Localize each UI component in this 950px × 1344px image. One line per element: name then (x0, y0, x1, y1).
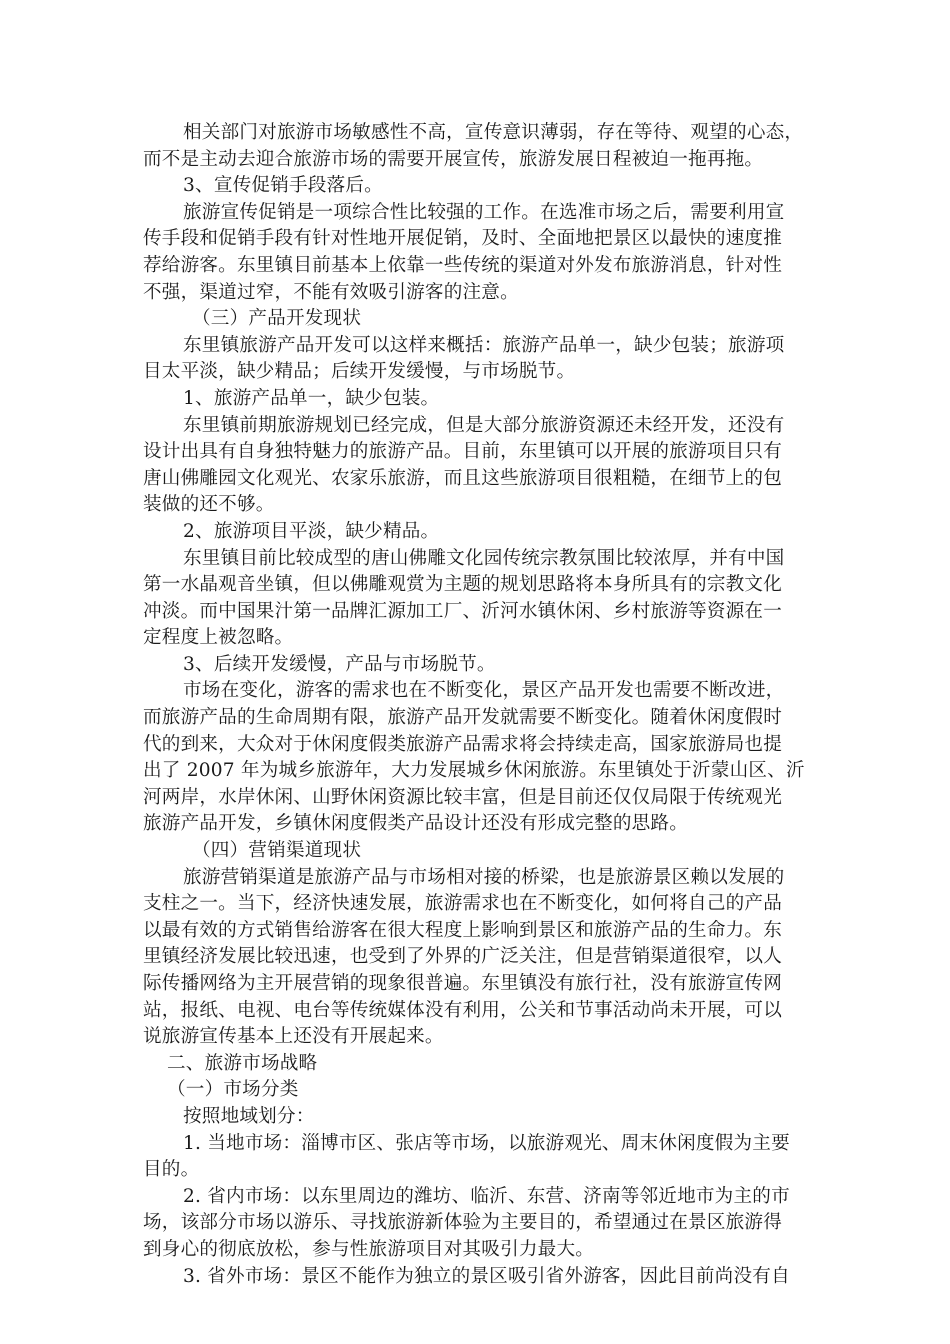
text-line: 荐给游客。东里镇目前基本上依靠一些传统的渠道对外发布旅游消息，针对性 (143, 254, 782, 276)
text-line: 而不是主动去迎合旅游市场的需要开展宣传，旅游发展日程被迫一拖再拖。 (143, 148, 764, 170)
subsection-heading: 3、后续开发缓慢，产品与市场脱节。 (183, 653, 496, 675)
text-line: 支柱之一。当下，经济快速发展，旅游需求也在不断变化，如何将自己的产品 (143, 893, 782, 915)
text-line: 冲淡。而中国果汁第一品牌汇源加工厂、沂河水镇休闲、乡村旅游等资源在一 (143, 600, 782, 622)
section-heading: （四）营销渠道现状 (192, 840, 362, 862)
text-line: 不强，渠道过窄，不能有效吸引游客的注意。 (143, 281, 519, 303)
section-heading: （三）产品开发现状 (192, 308, 362, 330)
text-line: 际传播网络为主开展营销的现象很普遍。东里镇没有旅行社，没有旅游宣传网 (143, 973, 782, 994)
subsection-heading: 3、宣传促销手段落后。 (183, 175, 383, 197)
text-line: 旅游产品开发，乡镇休闲度假类产品设计还没有形成完整的思路。 (143, 813, 689, 835)
text-line: 出了 2007 年为城乡旅游年，大力发展城乡休闲旅游。东里镇处于沂蒙山区、沂 (143, 760, 805, 782)
text-line: 代的到来，大众对于休闲度假类旅游产品需求将会持续走高，国家旅游局也提 (143, 733, 782, 755)
text-line: 装做的还不够。 (143, 494, 275, 516)
text-line: 场，该部分市场以游乐、寻找旅游新体验为主要目的，希望通过在景区旅游得 (143, 1212, 782, 1234)
text-line: 东里镇旅游产品开发可以这样来概括：旅游产品单一，缺少包装；旅游项 (183, 334, 785, 356)
text-line: 而旅游产品的生命周期有限，旅游产品开发就需要不断变化。随着休闲度假时 (143, 707, 782, 729)
subsection-heading: 2、旅游项目平淡，缺少精品。 (183, 520, 440, 542)
text-line: 东里镇目前比较成型的唐山佛雕文化园传统宗教氛围比较浓厚，并有中国 (183, 547, 785, 569)
section-heading: （一）市场分类 (167, 1079, 299, 1101)
text-line: 河两岸，水岸休闲、山野休闲资源比较丰富，但是目前还仅仅局限于传统观光 (143, 786, 782, 808)
document-body (143, 120, 819, 1290)
subsection-heading: 1、旅游产品单一，缺少包装。 (183, 387, 440, 409)
text-line: 站，报纸、电视、电台等传统媒体没有利用，公关和节事活动尚未开展，可以 (143, 999, 782, 1021)
text-line: 旅游宣传促销是一项综合性比较强的工作。在选准市场之后，需要利用宣 (183, 201, 785, 223)
text-line: 相关部门对旅游市场敏感性不高，宣传意识薄弱，存在等待、观望的心态， (183, 122, 804, 143)
list-item: 1. 当地市场：淄博市区、张店等市场，以旅游观光、周末休闲度假为主要 (183, 1132, 790, 1154)
text-line: 传手段和促销手段有针对性地开展促销，及时、全面地把景区以最快的速度推 (143, 228, 782, 250)
text-line: 目的。 (143, 1159, 200, 1181)
text-line: 里镇经济发展比较迅速，也受到了外界的广泛关注，但是营销渠道很窄，以人 (143, 946, 782, 968)
text-line: 市场在变化，游客的需求也在不断变化，景区产品开发也需要不断改进， (183, 680, 785, 702)
list-item: 2. 省内市场：以东里周边的潍坊、临沂、东营、济南等邻近地市为主的市 (183, 1185, 790, 1207)
list-item: 3. 省外市场：景区不能作为独立的景区吸引省外游客，因此目前尚没有自 (183, 1265, 790, 1287)
text-line: 说旅游宣传基本上还没有开展起来。 (143, 1026, 444, 1048)
text-line: 旅游营销渠道是旅游产品与市场相对接的桥梁，也是旅游景区赖以发展的 (183, 866, 785, 888)
text-line: 目太平淡，缺少精品；后续开发缓慢，与市场脱节。 (143, 361, 576, 383)
text-line: 第一水晶观音坐镇，但以佛雕观赏为主题的规划思路将本身所具有的宗教文化 (143, 574, 782, 596)
chapter-heading: 二、旅游市场战略 (167, 1052, 318, 1074)
text-line: 按照地域划分： (183, 1105, 315, 1127)
text-line: 以最有效的方式销售给游客在很大程度上影响到景区和旅游产品的生命力。东 (143, 919, 782, 941)
text-line: 唐山佛雕园文化观光、农家乐旅游，而且这些旅游项目很粗糙，在细节上的包 (143, 467, 782, 489)
text-line: 东里镇前期旅游规划已经完成，但是大部分旅游资源还未经开发，还没有 (183, 414, 785, 436)
text-line: 到身心的彻底放松，参与性旅游项目对其吸引力最大。 (143, 1238, 595, 1260)
text-line: 设计出具有自身独特魅力的旅游产品。目前，东里镇可以开展的旅游项目只有 (143, 441, 782, 463)
text-line: 定程度上被忽略。 (143, 627, 294, 649)
